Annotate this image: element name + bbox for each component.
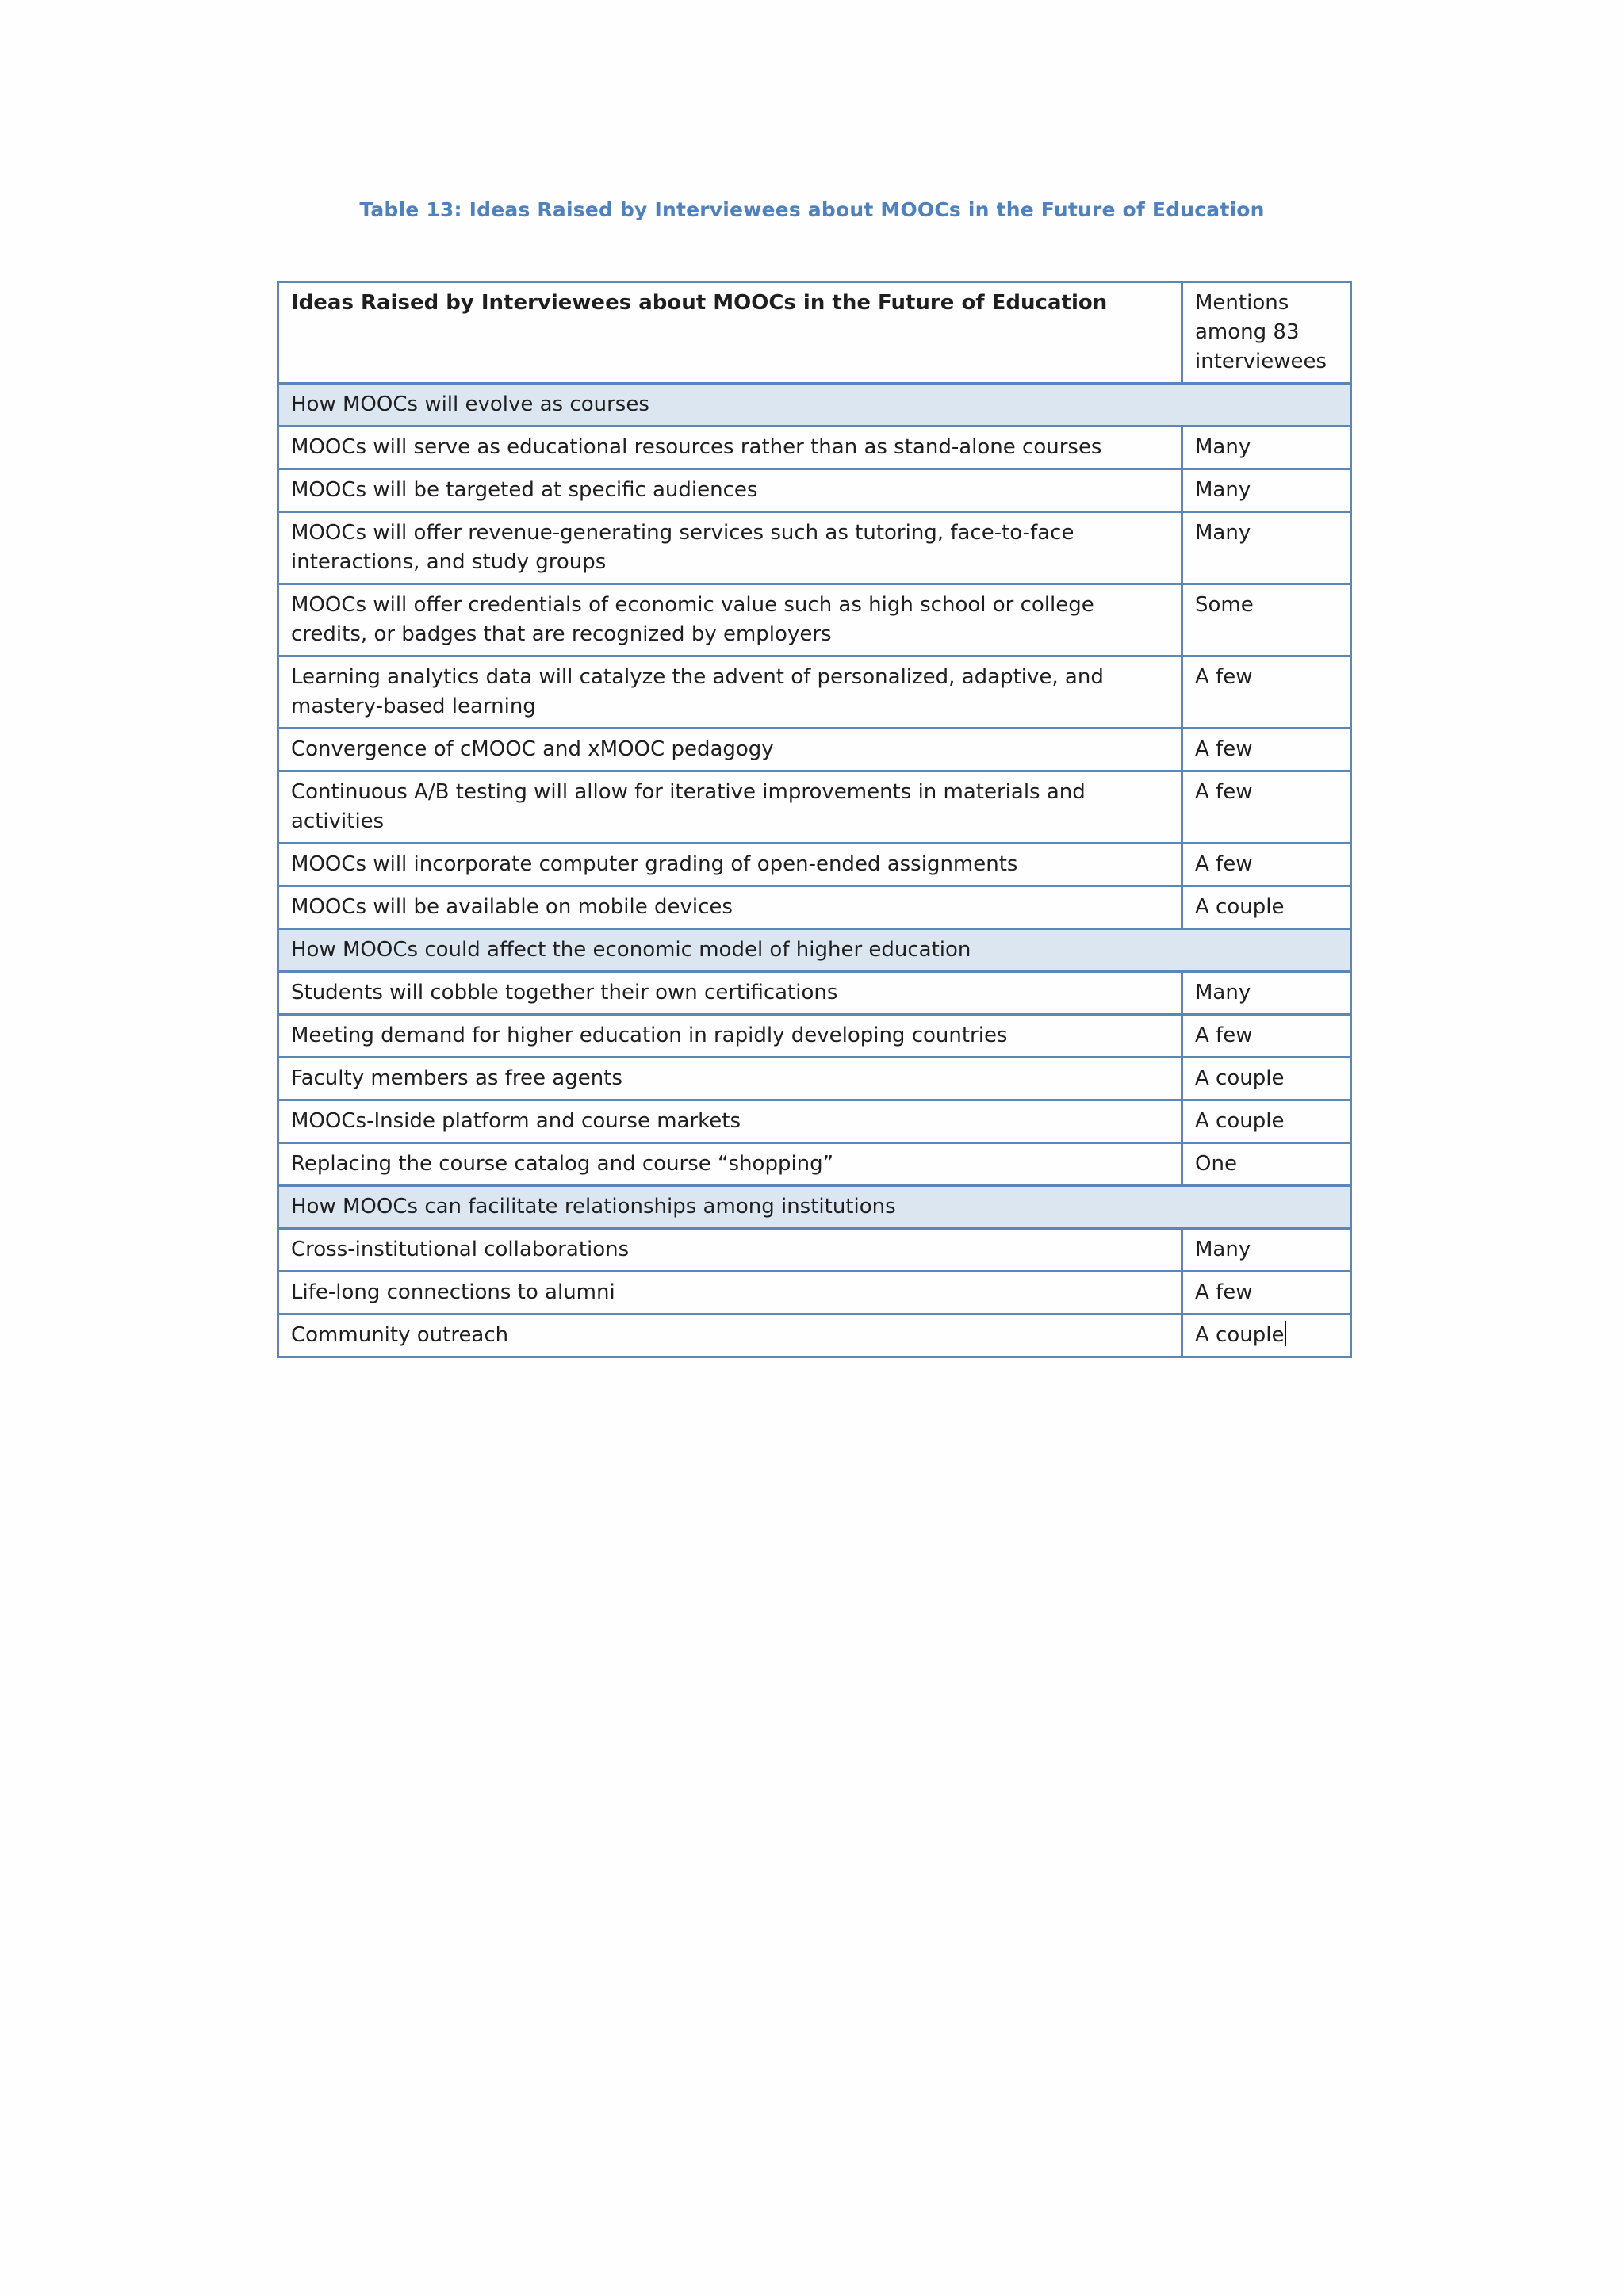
table-row <box>278 469 1351 512</box>
table-row <box>278 1272 1351 1314</box>
mentions-cell: A couple <box>1182 1100 1351 1143</box>
section-row <box>278 929 1351 972</box>
table-row <box>278 771 1351 844</box>
table-header-row <box>278 282 1351 384</box>
idea-cell: Learning analytics data will catalyze the advent of personalized, adaptive, and mastery-based learning <box>278 656 1182 729</box>
idea-cell: Replacing the course catalog and course “shopping” <box>278 1143 1182 1186</box>
idea-cell: MOOCs-Inside platform and course markets <box>278 1100 1182 1143</box>
header-ideas: Ideas Raised by Interviewees about MOOCs in the Future of Education <box>278 282 1182 384</box>
table-row <box>278 656 1351 729</box>
table-row <box>278 427 1351 469</box>
mentions-cell[interactable] <box>1182 1314 1351 1357</box>
header-mentions-line: Mentions <box>1195 291 1289 315</box>
table-row <box>278 1015 1351 1058</box>
idea-cell: MOOCs will offer credentials of economic value such as high school or college credits, or badges that are recognized by employers <box>278 584 1182 656</box>
ideas-table-container <box>277 281 1350 1358</box>
idea-cell: Convergence of cMOOC and xMOOC pedagogy <box>278 729 1182 771</box>
mentions-cell: A few <box>1182 844 1351 886</box>
table-row <box>278 1143 1351 1186</box>
mentions-cell: A few <box>1182 656 1351 729</box>
idea-cell: Cross-institutional collaborations <box>278 1229 1182 1272</box>
header-mentions-line: among 83 <box>1195 320 1300 344</box>
table-caption: Table 13: Ideas Raised by Interviewees about MOOCs in the Future of Education <box>359 198 1265 221</box>
mentions-cell: Some <box>1182 584 1351 656</box>
mentions-text: A couple <box>1195 1323 1285 1347</box>
table-row <box>278 972 1351 1015</box>
idea-cell: MOOCs will incorporate computer grading of open-ended assignments <box>278 844 1182 886</box>
idea-cell: Life-long connections to alumni <box>278 1272 1182 1314</box>
mentions-cell: A few <box>1182 771 1351 844</box>
table-row <box>278 584 1351 656</box>
mentions-cell: A few <box>1182 729 1351 771</box>
section-title: How MOOCs could affect the economic model of higher education <box>278 929 1351 972</box>
mentions-cell: A few <box>1182 1272 1351 1314</box>
table-row <box>278 1229 1351 1272</box>
idea-cell: Community outreach <box>278 1314 1182 1357</box>
mentions-cell: Many <box>1182 512 1351 584</box>
mentions-cell: One <box>1182 1143 1351 1186</box>
section-title: How MOOCs can facilitate relationships among institutions <box>278 1186 1351 1229</box>
mentions-cell: Many <box>1182 1229 1351 1272</box>
idea-cell: Students will cobble together their own certifications <box>278 972 1182 1015</box>
section-title: How MOOCs will evolve as courses <box>278 384 1351 427</box>
table-row <box>278 886 1351 929</box>
mentions-cell: A few <box>1182 1015 1351 1058</box>
idea-cell: MOOCs will serve as educational resources rather than as stand-alone courses <box>278 427 1182 469</box>
idea-cell: Meeting demand for higher education in rapidly developing countries <box>278 1015 1182 1058</box>
table-row <box>278 844 1351 886</box>
mentions-cell: Many <box>1182 972 1351 1015</box>
idea-cell: MOOCs will offer revenue-generating services such as tutoring, face-to-face interactions, and study groups <box>278 512 1182 584</box>
mentions-cell: A couple <box>1182 1058 1351 1100</box>
header-mentions-line: interviewees <box>1195 350 1327 373</box>
section-row <box>278 1186 1351 1229</box>
idea-cell: Faculty members as free agents <box>278 1058 1182 1100</box>
table-row <box>278 1314 1351 1357</box>
section-row <box>278 384 1351 427</box>
table-row <box>278 512 1351 584</box>
table-row <box>278 729 1351 771</box>
text-cursor <box>1285 1321 1286 1346</box>
mentions-cell: Many <box>1182 469 1351 512</box>
mentions-cell: Many <box>1182 427 1351 469</box>
table-row <box>278 1100 1351 1143</box>
idea-cell: Continuous A/B testing will allow for iterative improvements in materials and activities <box>278 771 1182 844</box>
idea-cell: MOOCs will be targeted at specific audiences <box>278 469 1182 512</box>
ideas-table <box>277 281 1352 1358</box>
idea-cell: MOOCs will be available on mobile devices <box>278 886 1182 929</box>
mentions-cell: A couple <box>1182 886 1351 929</box>
table-row <box>278 1058 1351 1100</box>
header-mentions <box>1182 282 1351 384</box>
